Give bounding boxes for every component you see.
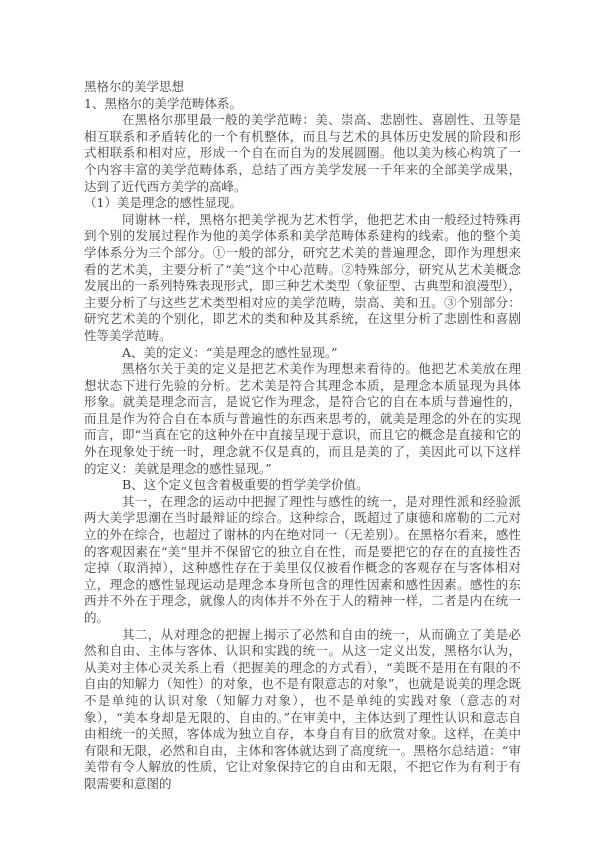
document-text-block bbox=[84, 79, 521, 793]
paragraph: 黑格尔关于美的定义是把艺术美作为理想来看待的。他把艺术美放在理想状态下进行先验的分析。艺术美是符合其理念本质，是理念本质显现为具体形象。就美是理念而言，是说它作为理念，是符合它的自在本质与普遍性的，而且是作为符合自在本质与普遍性的东西来思考的，就美是理念的外在的实现而言，即“当真在它的这种外在中直接呈现于意识，而且它的概念是直接和它的外在现象处于统一时，理念就不仅是真的，而且是美的了，美因此可以下这样的定义：美就是理念的感性显现。” bbox=[84, 361, 521, 476]
paragraph: 在黑格尔那里最一般的美学范畴：美、崇高、悲剧性、喜剧性、丑等是相互联系和矛盾转化的一个有机整体，而且与艺术的具体历史发展的阶段和形式相联系和相对应，形成一个自在而自为的发展圆圈。他以美为核心构筑了一个内容丰富的美学范畴体系，总结了西方美学发展一千年来的全部美学成果，达到了近代西方美学的高峰。 bbox=[84, 112, 521, 194]
paragraph: 其一，在理念的运动中把握了理性与感性的统一，是对理性派和经验派两大美学思潮在当时最辩证的综合。这种综合，既超过了康德和席勒的二元对立的外在综合，也超过了谢林的内在绝对同一（无差别）。在黑格尔看来，感性的客观因素在“美”里并不保留它的独立自在性，而是要把它的存在的直接性否定掉（取消掉），这种感性存在于美里仅仅被看作概念的客观存在与客体相对立，理念的感性显现运动是理念本身所包含的理性因素和感性因素。感性的东西并不外在于理念，就像人的肉体并不外在于人的精神一样，二者是内在统一的。 bbox=[84, 493, 521, 625]
paragraph: B、这个定义包含着极重要的哲学美学价值。 bbox=[122, 477, 369, 493]
paragraph: 同谢林一样，黑格尔把美学视为艺术哲学，他把艺术由一般经过特殊再到个别的发展过程作为他的美学体系和美学范畴体系建构的线索。他的整个美学体系分为三个部分。①一般的部分，研究艺术美的普遍理念，即作为理想来看的艺术美，主要分析了“美”这个中心范畴。②特殊部分，研究从艺术美概念发展出的一系列特殊表现形式，即三种艺术类型（象征型、古典型和浪漫型），主要分析了与这些艺术类型相对应的美学范畴，崇高、美和丑。③个别部分：研究艺术美的个别化，即艺术的类和种及其系统，在这里分析了悲剧性和喜剧性等美学范畴。 bbox=[84, 211, 521, 343]
subsection-heading: （1）美是理念的感性显现。 bbox=[84, 195, 242, 211]
document-title: 黑格尔的美学思想 bbox=[84, 79, 185, 94]
section-heading: 1、黑格尔的美学范畴体系。 bbox=[84, 95, 242, 111]
paragraph: 其二，从对理念的把握上揭示了必然和自由的统一，从而确立了美是必然和自由、主体与客体、认识和实践的统一。从这一定义出发，黑格尔认为，从美对主体心灵关系上看（把握美的理念的方式看），“美既不是用在有限的不自由的知解力（知性）的对象，也不是有限意志的对象”，也就是说美的理念既不是单纯的认识对象（知解力对象），也不是单纯的实践对象（意志的对象），“美本身却是无限的、自由的。”在审美中，主体达到了理性认识和意志自由相统一的关照，客体成为独立自存，本身自有目的欣赏对象。这样，在美中有限和无限，必然和自由，主体和客体就达到了高度统一。黑格尔总结道：“审美带有令人解放的性质，它让对象保持它的自由和无限，不把它作为有利于有限需要和意图的 bbox=[84, 626, 521, 791]
paragraph: A、美的定义：“美是理念的感性显现。” bbox=[122, 344, 338, 360]
